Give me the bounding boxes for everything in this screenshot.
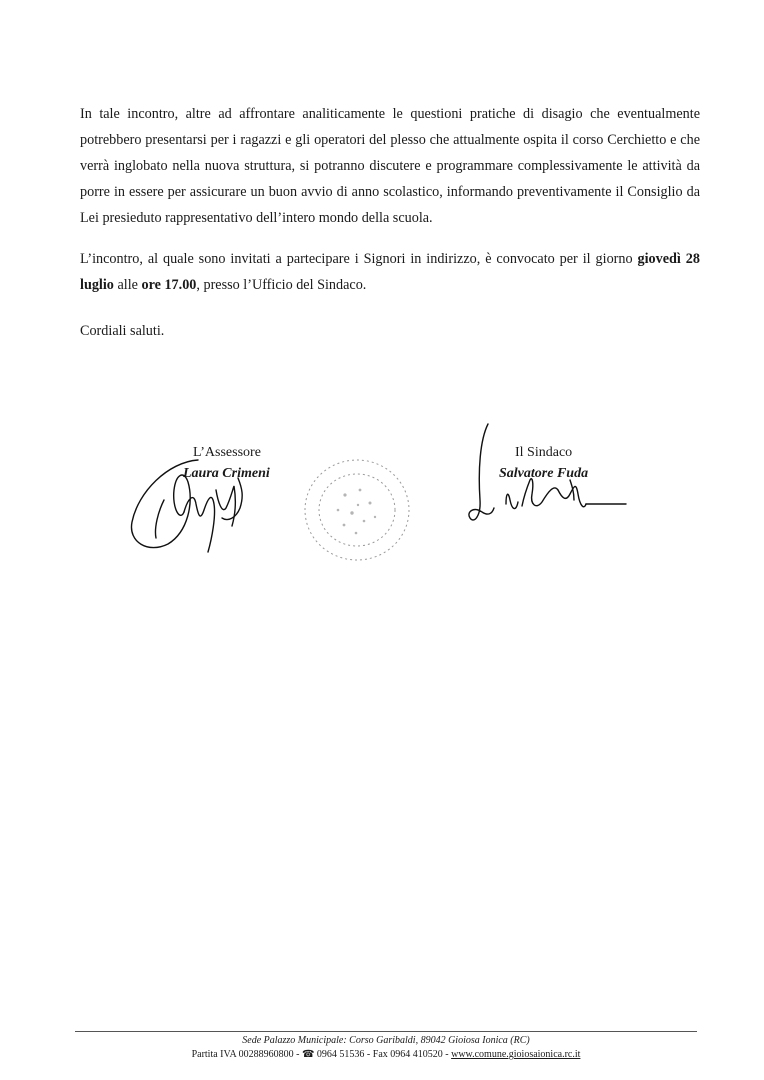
paragraph-line: Lei presieduto rappresentativo dell’intero mondo della scuola. <box>80 210 433 226</box>
footer-website-link[interactable]: www.comune.gioiosaionica.rc.it <box>451 1049 581 1060</box>
paragraph-line: In tale incontro, altre ad affrontare analiticamente le questioni pratiche di disagio che eventualmente <box>80 106 700 122</box>
sindaco-name: Salvatore Fuda <box>499 466 589 481</box>
meeting-time: ore 17.00 <box>141 277 197 293</box>
paragraph-line: verrà inglobato nella nuova struttura, si potranno discutere e programmare complessivamente le attività da <box>80 158 700 174</box>
paragraph-line: potrebbero presentarsi per i ragazzi e gli operatori del plesso che attualmente ospita il corso Cerchietto e che <box>80 132 700 148</box>
paragraph-line: porre in essere per assicurare un buon avvio di anno scolastico, informando preventivamente il Consiglio da <box>80 184 700 200</box>
footer-contacts <box>75 1048 697 1061</box>
assessore-signature-block <box>183 442 270 484</box>
assessore-title: L’Assessore <box>193 445 261 460</box>
sindaco-signature-block <box>499 442 589 484</box>
footer-phone-fax: 0964 51536 - Fax 0964 410520 - <box>314 1049 452 1060</box>
sindaco-title: Il Sindaco <box>515 445 573 460</box>
assessore-name: Laura Crimeni <box>183 466 270 481</box>
convocation-text: L’incontro, al quale sono invitati a partecipare i Signori in indirizzo, è convocato per il giorno <box>80 251 638 267</box>
footer-divider <box>75 1031 697 1032</box>
municipal-seal-stamp <box>300 455 415 565</box>
paragraph-convocation <box>80 246 700 298</box>
footer-address: Sede Palazzo Municipale: Corso Garibaldi, 89042 Gioiosa Ionica (RC) <box>242 1035 530 1046</box>
footer-vat: Partita IVA 00288960800 - <box>191 1049 302 1060</box>
convocation-text: alle <box>113 277 142 293</box>
paragraph-meeting-topics <box>80 101 700 231</box>
meeting-date: giovedì 28 luglio <box>80 251 700 293</box>
convocation-text: , presso l’Ufficio del Sindaco. <box>196 277 367 293</box>
closing-greeting: Cordiali saluti. <box>80 323 165 339</box>
phone-icon: ☎ <box>301 1049 315 1060</box>
